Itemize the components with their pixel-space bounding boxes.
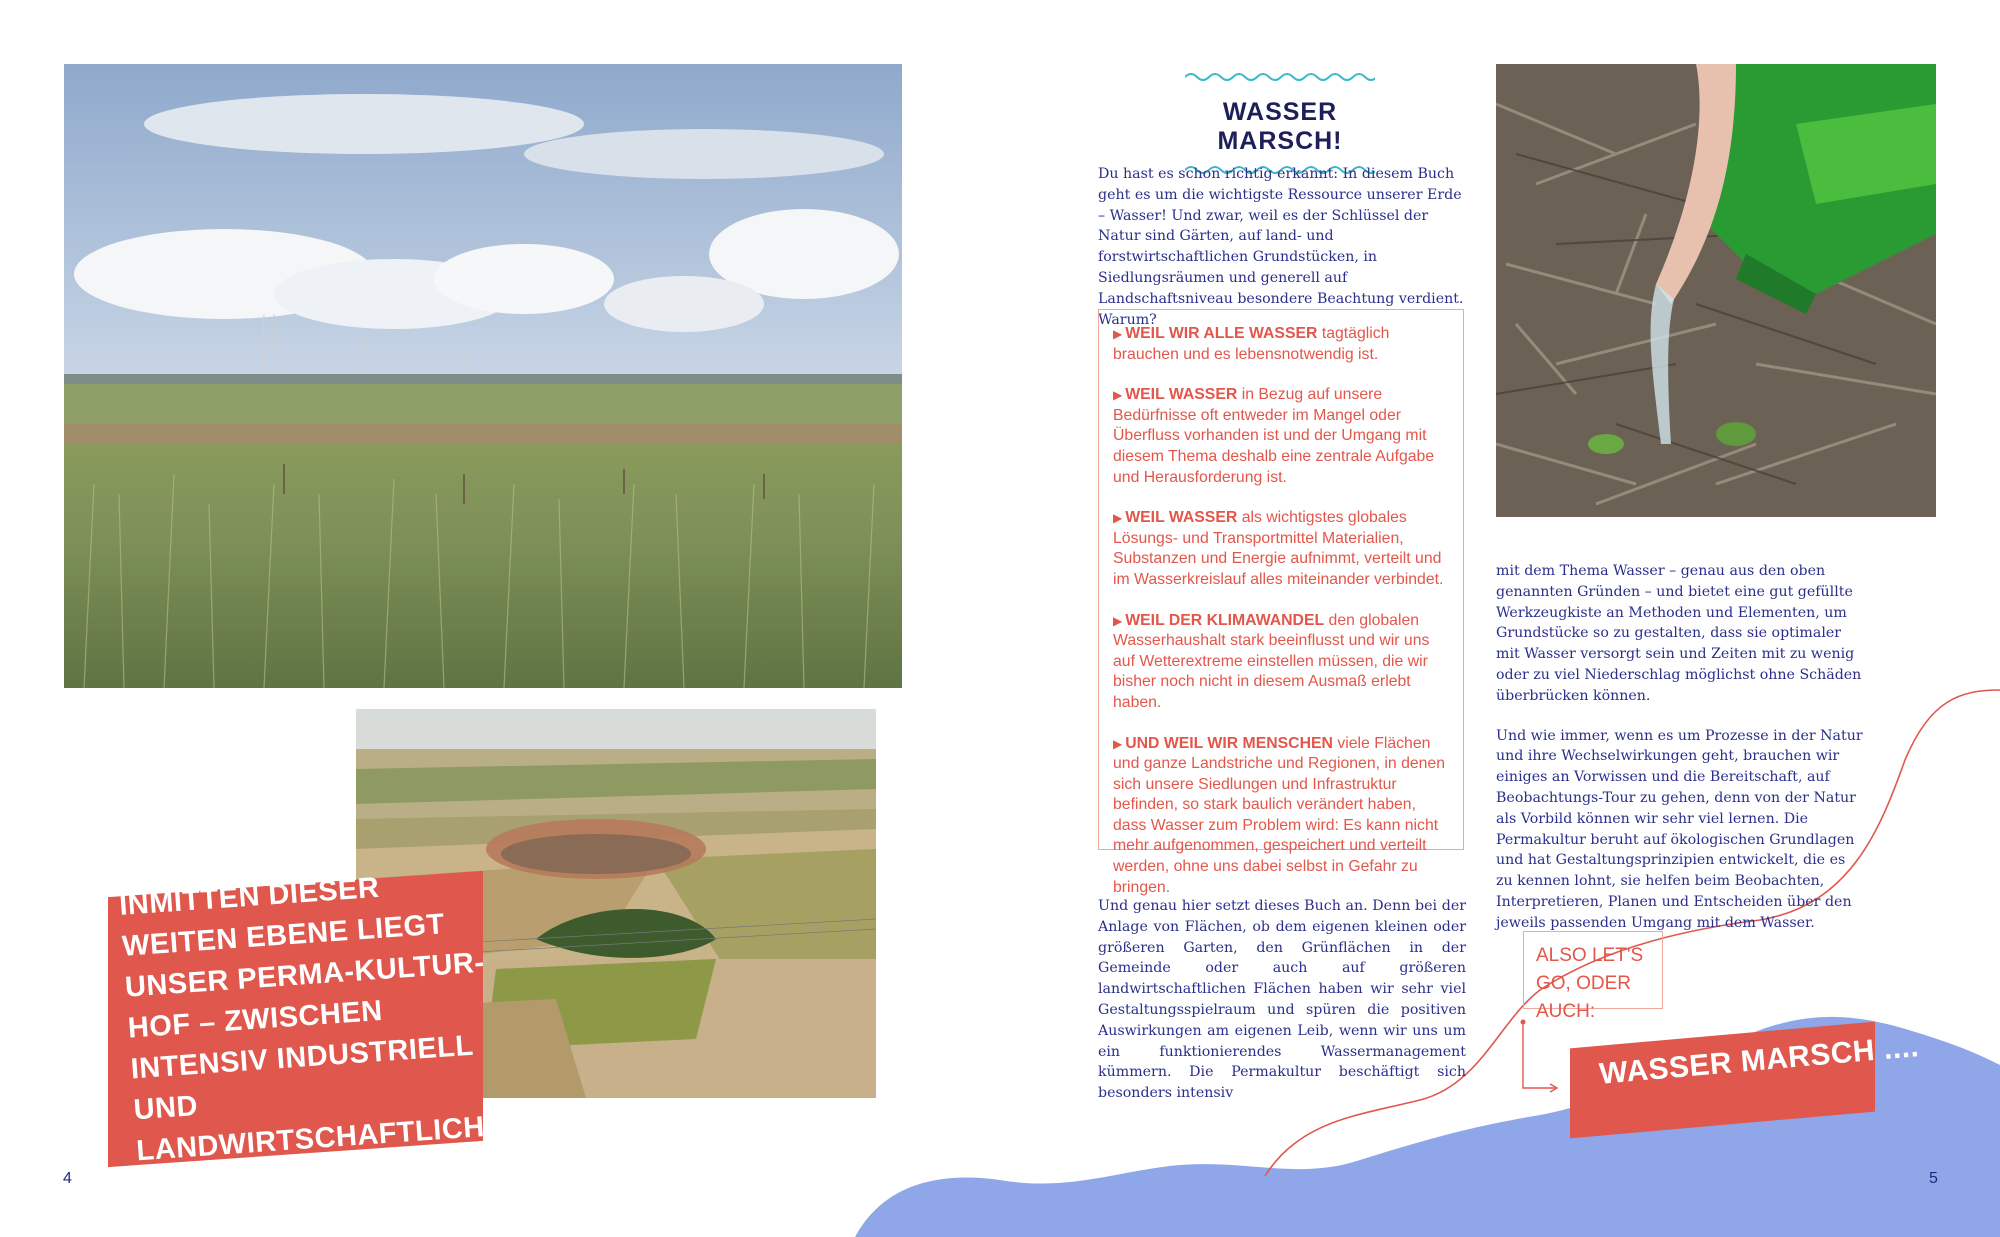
field-landscape-photo <box>64 64 902 688</box>
intro-paragraph: Du hast es schon richtig erkannt: In diesem Buch geht es um die wichtigste Ressource unserer Erde – Wasser! Und zwar, weil es der Schlüssel der Natur sind Gärten, auf land- und forstwirtschaftlichen Grundstücken, in Siedlungsräumen und generell auf Landschaftsniveau besondere Beachtung verdient. Warum? <box>1098 166 1464 328</box>
photo-caption: INMITTEN DIESER WEITEN EBENE LIEGT UNSER PERMA-KULTUR-HOF – ZWISCHEN INTENSIV INDUSTRIELL UND LANDWIRTSCHAFTLICH GENUTZTEN FLÄCHEN. <box>118 871 486 1209</box>
arrow-right-icon: ▶ <box>1113 327 1123 341</box>
arrow-right-icon: ▶ <box>1113 736 1123 751</box>
red-pointer-line <box>1523 1020 1555 1088</box>
reason-item: ▶ WEIL WASSER als wichtigstes globales Lösungs- und Transportmittel Materialien, Substanzen und Energie aufnimmt, verteilt und im Wasserkreislauf alles miteinander verbindet. <box>1113 509 1444 588</box>
wasser-marsch-label: WASSER MARSCH .... <box>1598 1030 1921 1091</box>
bottom-paragraph: Und genau hier setzt dieses Buch an. Denn bei der Anlage von Flächen, ob dem eigenen kleinen oder größeren Garten, den Grünflächen in der Gemeinde oder auch auf größeren landwirtschaftlichen Flächen haben wir sehr viel Gestaltungsspielraum und spüren die positiven Auswirkungen am eigenen Leib, wenn wir uns um ein funktionierendes Wassermanagement kümmern. Die Permakultur beschäftigt sich besonders intensiv <box>1098 898 1466 1102</box>
also-lets-go-box: ALSO LET'S GO, ODER AUCH: <box>1523 931 1663 1009</box>
reasons-box <box>1098 309 1464 896</box>
right-paragraph: mit dem Thema Wasser – genau aus den oben genannten Gründen – und bietet eine gut gefüllte Werkzeugkiste an Methoden und Elementen, um Grundstücke so zu gestalten, dass sie optimaler mit Wasser versorgt sein und Zeiten mit zu wenig oder zu viel Niederschlag möglichst ohne Schäden überbrücken können. <box>1496 563 1862 704</box>
section-title: WASSER MARSCH! <box>1217 98 1343 155</box>
reason-item: ▶ WEIL WASSER in Bezug auf unsere Bedürfnisse oft entweder im Mangel oder Überfluss vorhanden ist und der Umgang mit diesem Thema deshalb eine zentrale Aufgabe und Herausforderung ist. <box>1113 386 1435 486</box>
reason-item: ▶ WEIL DER KLIMAWANDEL den globalen Wasserhaushalt stark beeinflusst und wir uns auf Wetterextreme einstellen müssen, die wir bisher noch nicht in diesem Ausmaß erlebt haben. <box>1113 611 1430 711</box>
page-number-left: 4 <box>63 1170 72 1187</box>
wavy-line-top <box>1185 71 1375 83</box>
reason-item: ▶ UND WEIL WIR MENSCHEN viele Flächen und ganze Landstriche und Regionen, in denen sich unsere Siedlungen und Infrastruktur befinden, so stark baulich verändert haben, dass Wasser zum Problem wird: Es kann nicht mehr aufgenommen, gespeichert und verteilt werden, ohne uns dabei selbst in Gefahr zu bringen. <box>1113 734 1445 896</box>
arrow-right-icon: ▶ <box>1113 511 1123 526</box>
arrow-right-icon: ▶ <box>1113 613 1123 628</box>
reason-item: ▶ WEIL WIR ALLE WASSER tagtäglich brauchen und es lebensnotwendig ist. <box>1113 325 1390 363</box>
right-column-text <box>1496 561 1864 953</box>
arrow-right-icon: ▶ <box>1113 388 1123 403</box>
page-number-right: 5 <box>1929 1170 1938 1187</box>
right-paragraph: Und wie immer, wenn es um Prozesse in der Natur und ihre Wechselwirkungen geht, brauchen wir einiges an Vorwissen und die Bereitschaft, auf Beobachtungs-Tour zu gehen, denn von der Natur als Vorbild können wir sehr viel lernen. Die Permakultur beruht auf ökologischen Grundlagen und hat Gestaltungsprinzipien entwickelt, die es zu kennen lohnt, sie helfen beim Beobachten, Interpretieren, Planen und Entscheiden über den jeweils passenden Umgang mit dem Wasser. <box>1496 727 1863 931</box>
watering-can-photo <box>1496 64 1936 517</box>
